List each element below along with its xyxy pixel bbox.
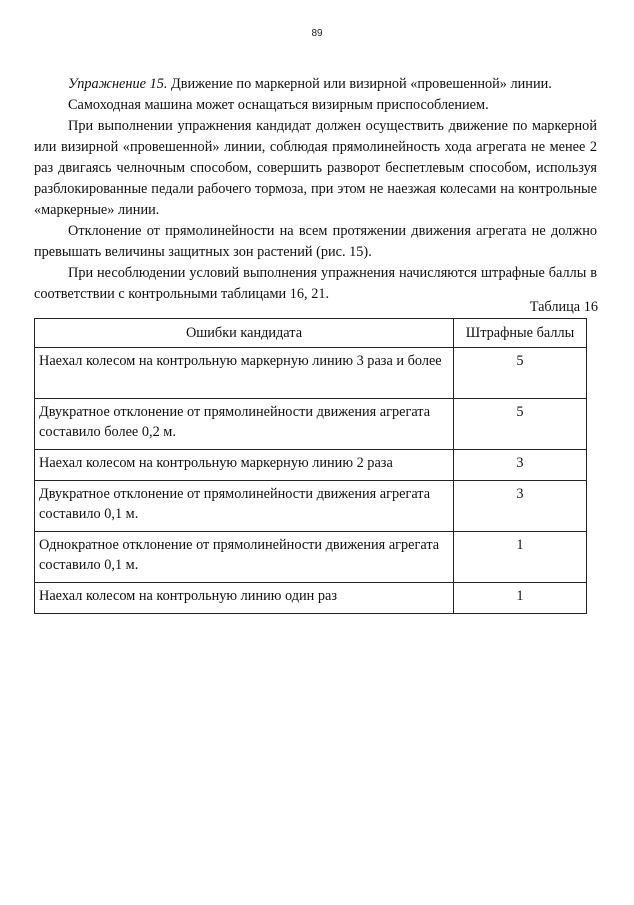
table-row — [35, 481, 587, 532]
points-cell: 1 — [454, 532, 587, 583]
points-cell: 1 — [454, 583, 587, 614]
paragraph-penalties: При несоблюдении условий выполнения упражнения начисляются штрафные баллы в соответствии с контрольными таблицами 16, 21. — [34, 265, 597, 302]
body-text — [34, 74, 597, 305]
error-cell: Наехал колесом на контрольную маркерную линию 3 раза и более — [35, 348, 454, 399]
header-points: Штрафные баллы — [454, 319, 587, 348]
error-cell: Однократное отклонение от прямолинейности движения агрегата составило 0,1 м. — [35, 532, 454, 583]
table-header-row — [35, 319, 587, 348]
points-cell: 3 — [454, 481, 587, 532]
exercise-heading — [34, 74, 597, 95]
points-cell: 5 — [454, 348, 587, 399]
penalty-table — [34, 318, 587, 614]
paragraph-procedure: При выполнении упражнения кандидат должен осуществить движение по маркерной или визирной «провешенной» линии, соблюдая прямолинейность хода агрегата не менее 2 раз двигаясь челночным способом, совершить разворот беспетлевым способом, используя разблокированные педали рабочего тормоза, при этом не наезжая колесами на контрольные «маркерные» линии. — [34, 118, 597, 218]
points-cell: 3 — [454, 450, 587, 481]
table-row — [35, 348, 587, 399]
header-errors: Ошибки кандидата — [35, 319, 454, 348]
exercise-title: Упражнение 15. — [68, 76, 168, 92]
exercise-subtitle: Движение по маркерной или визирной «провешенной» линии. — [167, 76, 552, 92]
table-row — [35, 450, 587, 481]
error-cell: Двукратное отклонение от прямолинейности движения агрегата составило более 0,2 м. — [35, 399, 454, 450]
table-row — [35, 583, 587, 614]
error-cell: Наехал колесом на контрольную маркерную линию 2 раза — [35, 450, 454, 481]
page-number: 89 — [311, 28, 323, 39]
error-cell: Наехал колесом на контрольную линию один раз — [35, 583, 454, 614]
table-caption: Таблица 16 — [529, 299, 598, 315]
table-row — [35, 532, 587, 583]
paragraph-deviation: Отклонение от прямолинейности на всем протяжении движения агрегата не должно превышать величины защитных зон растений (рис. 15). — [34, 223, 597, 260]
table-row — [35, 399, 587, 450]
error-cell: Двукратное отклонение от прямолинейности движения агрегата составило 0,1 м. — [35, 481, 454, 532]
points-cell: 5 — [454, 399, 587, 450]
paragraph-equipment: Самоходная машина может оснащаться визирным приспособлением. — [68, 97, 489, 113]
